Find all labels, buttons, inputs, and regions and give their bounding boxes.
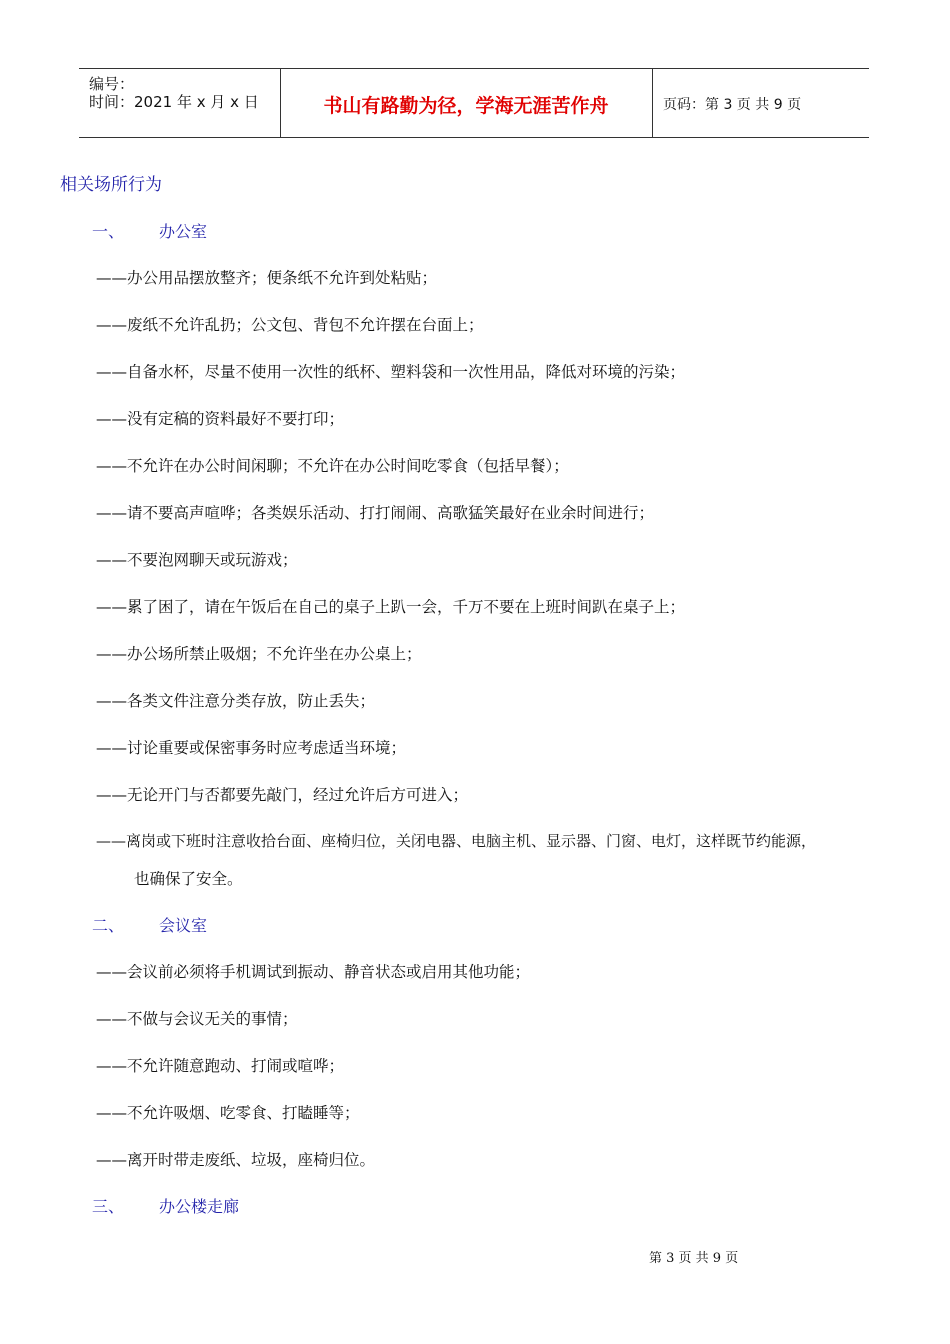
header-page-cell [653,69,869,137]
list-item-continuation: 也确保了安全。 [134,870,243,888]
list-item: ——讨论重要或保密事务时应考虑适当环境； [96,739,407,757]
list-item: ——各类文件注意分类存放，防止丢失； [96,692,376,710]
list-item: ——不允许吸烟、吃零食、打瞌睡等； [96,1104,360,1122]
motto: 书山有路勤为径，学海无涯苦作舟 [323,95,609,117]
section-heading-office [92,219,207,242]
document-title: 相关场所行为 [60,175,162,195]
section-name: 办公楼走廊 [159,1197,240,1216]
list-item: ——请不要高声喧哗；各类娱乐活动、打打闹闹、高歌猛笑最好在业余时间进行； [96,504,655,522]
list-item: ——不要泡网聊天或玩游戏； [96,551,298,569]
header-motto-cell [280,69,653,137]
list-item: ——办公场所禁止吸烟；不允许坐在办公桌上； [96,645,422,663]
section-name: 会议室 [159,916,208,935]
number-label: 编号： [89,75,135,93]
list-item: ——不做与会议无关的事情； [96,1010,298,1028]
time-label: 时间：2021 年 x 月 x 日 [89,93,259,111]
section-heading-meeting-room [92,913,207,936]
list-item: ——无论开门与否都要先敲门，经过允许后方可进入； [96,786,469,804]
page-header [79,68,869,138]
section-number: 一、 [92,222,125,241]
list-item: ——办公用品摆放整齐；便条纸不允许到处粘贴； [96,269,438,287]
page-info: 页码：第 3 页 共 9 页 [663,97,802,113]
section-heading-corridor [92,1194,239,1217]
list-item: ——没有定稿的资料最好不要打印； [96,410,345,428]
list-item: ——不允许在办公时间闲聊；不允许在办公时间吃零食（包括早餐）； [96,457,569,475]
header-meta-cell [79,69,281,137]
list-item: ——自备水杯，尽量不使用一次性的纸杯、塑料袋和一次性用品，降低对环境的污染； [96,363,686,381]
list-item: ——离开时带走废纸、垃圾，座椅归位。 [96,1151,376,1169]
list-item: ——累了困了，请在午饭后在自己的桌子上趴一会，千万不要在上班时间趴在桌子上； [96,598,686,616]
list-item: ——离岗或下班时注意收拾台面、座椅归位，关闭电器、电脑主机、显示器、门窗、电灯，这样既节约能源， [96,832,817,850]
section-name: 办公室 [159,222,208,241]
list-item: ——会议前必须将手机调试到振动、静音状态或启用其他功能； [96,963,531,981]
section-number: 三、 [92,1197,125,1216]
section-number: 二、 [92,916,125,935]
list-item: ——废纸不允许乱扔；公文包、背包不允许摆在台面上； [96,316,484,334]
page-footer: 第 3 页 共 9 页 [649,1251,739,1266]
list-item: ——不允许随意跑动、打闹或喧哗； [96,1057,345,1075]
